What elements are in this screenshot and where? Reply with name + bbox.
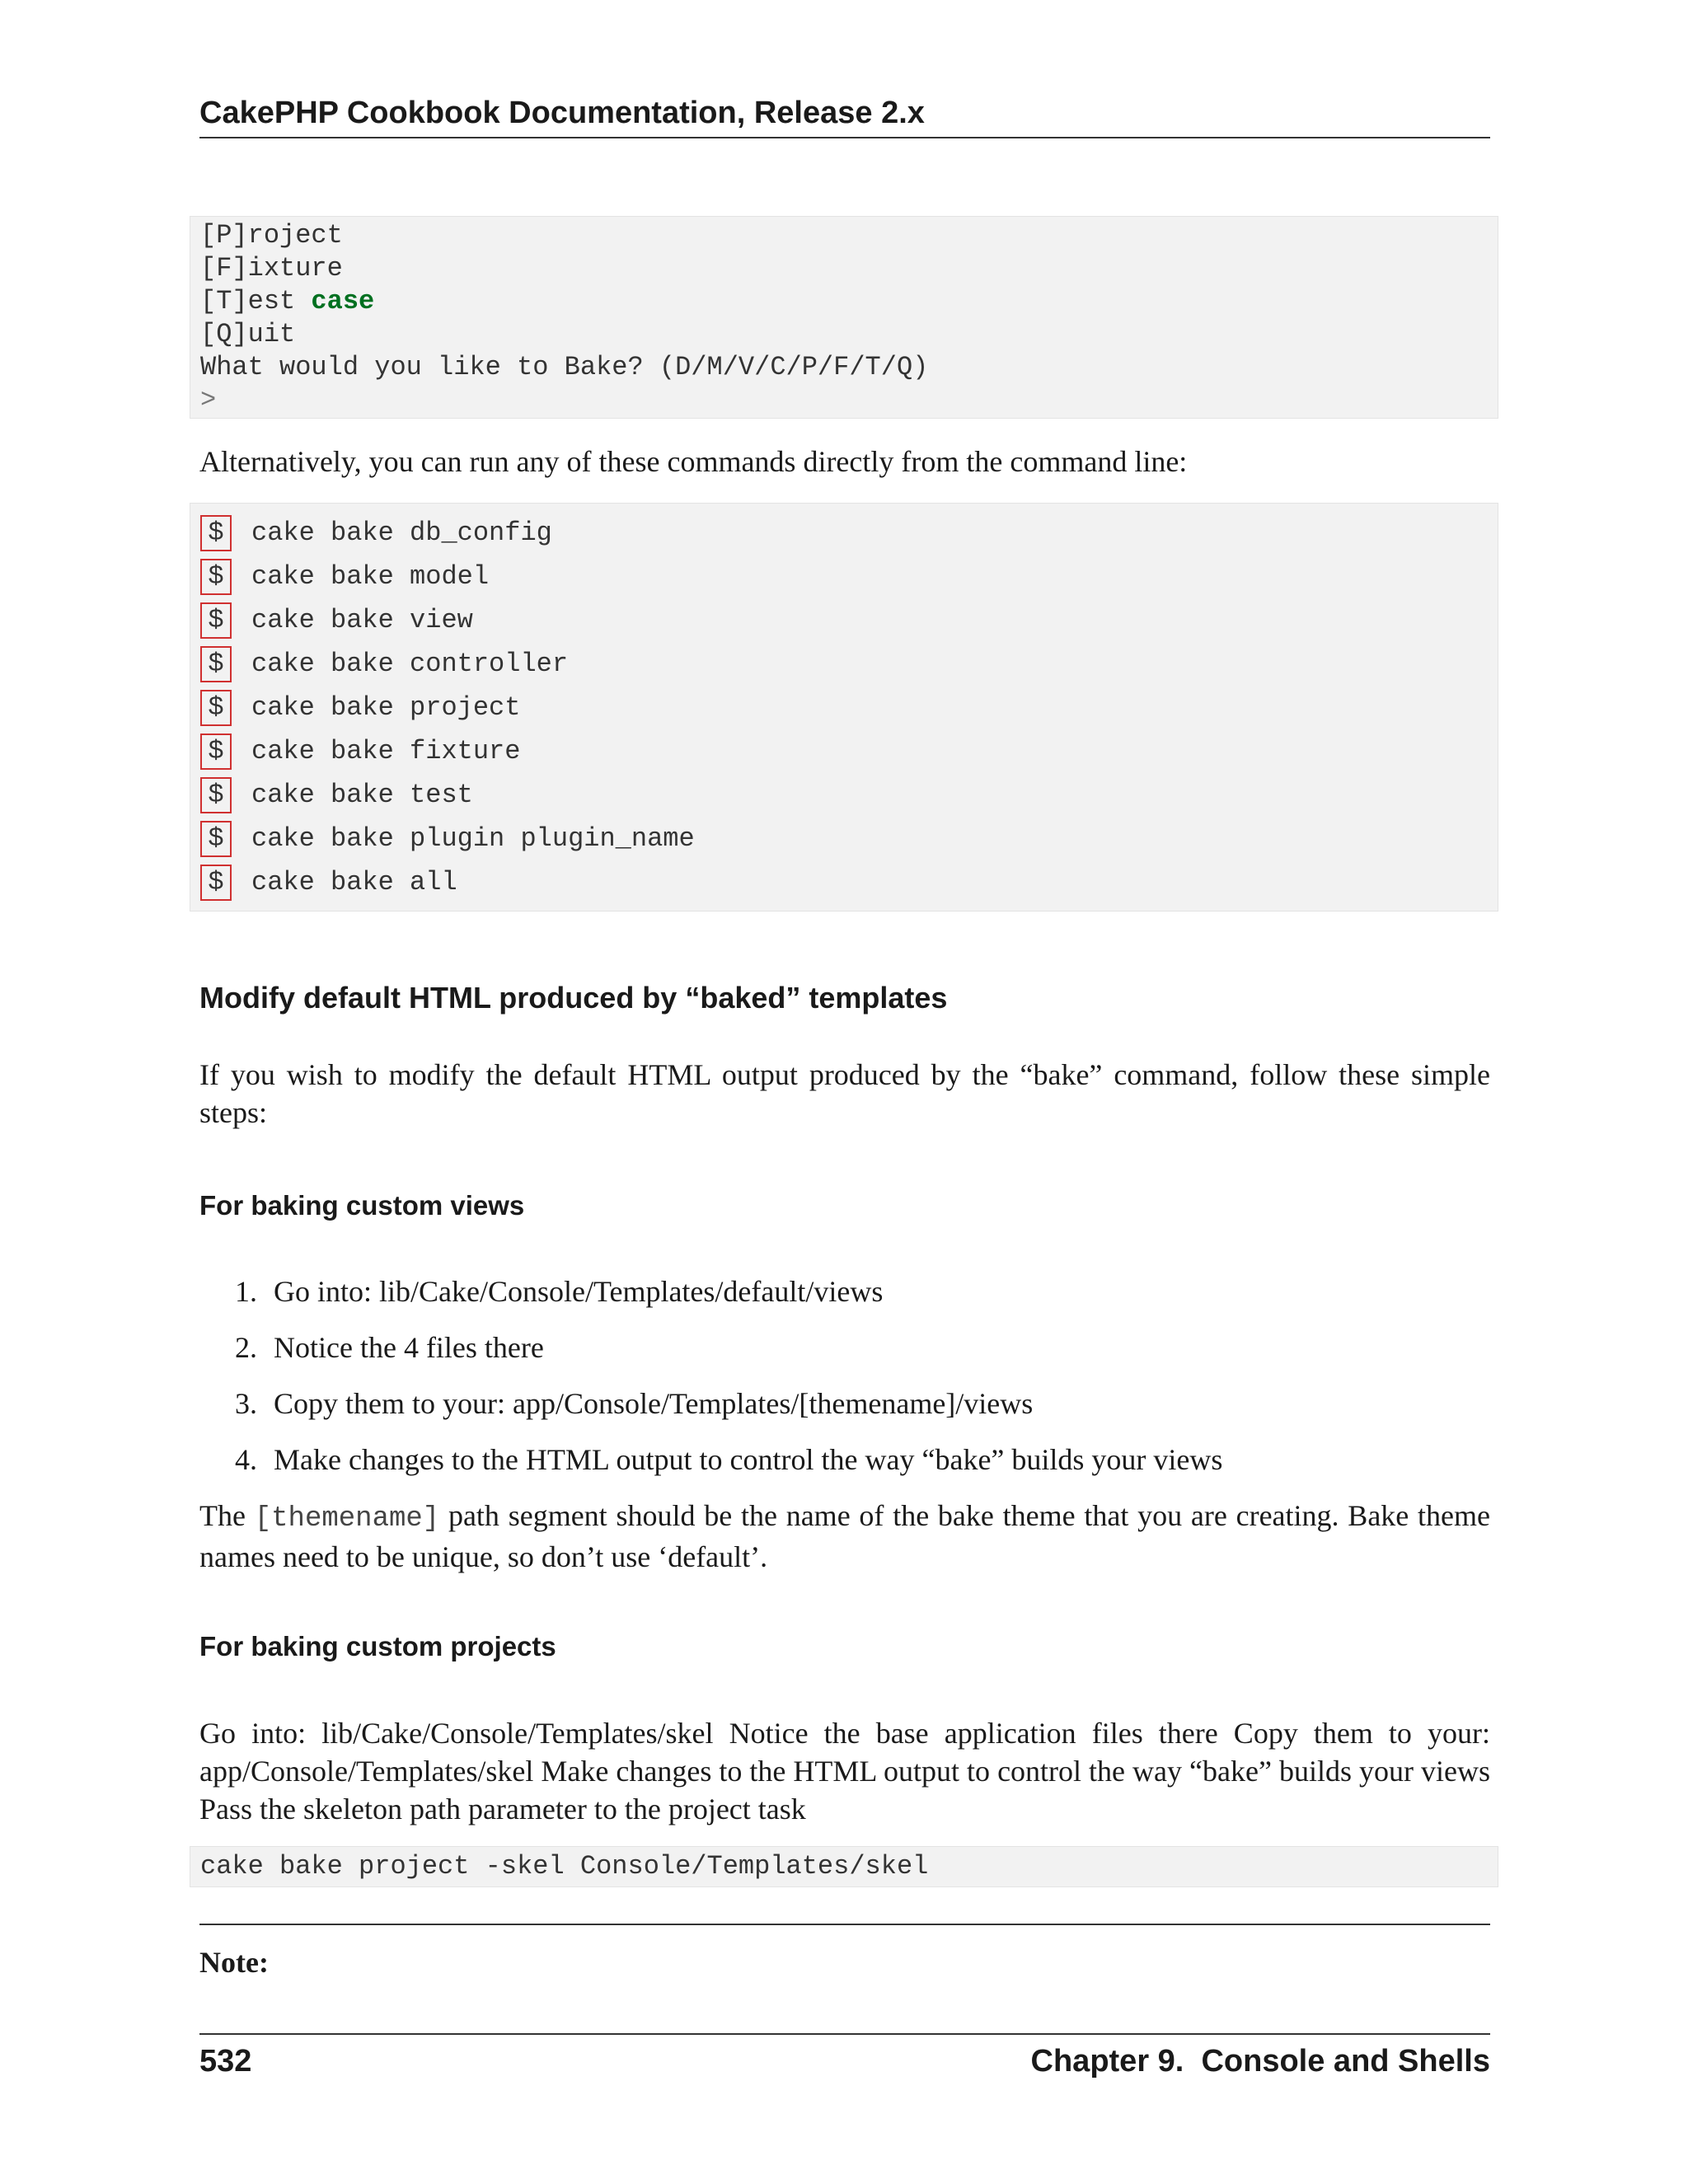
paragraph-modify-intro: If you wish to modify the default HTML output produced by the “bake” command, follow these simple steps: bbox=[199, 1058, 1490, 1129]
code-keyword: case bbox=[311, 286, 375, 316]
text-run: The bbox=[199, 1499, 255, 1532]
section-heading-modify-html: Modify default HTML produced by “baked” templates bbox=[199, 981, 948, 1015]
paragraph-themename bbox=[199, 1497, 1490, 1576]
code-line: [P]roject bbox=[200, 220, 343, 251]
list-number: 2. bbox=[235, 1331, 257, 1364]
list-number: 4. bbox=[235, 1443, 257, 1476]
subsection-heading-custom-views: For baking custom views bbox=[199, 1190, 525, 1221]
prompt-symbol: $ bbox=[200, 690, 232, 726]
command-text: cake bake all bbox=[251, 866, 457, 898]
command-text: cake bake controller bbox=[251, 648, 569, 679]
prompt-symbol: $ bbox=[200, 515, 232, 551]
command-row bbox=[200, 729, 1488, 773]
list-text: Notice the 4 files there bbox=[274, 1331, 544, 1364]
prompt-symbol: $ bbox=[200, 646, 232, 682]
command-line-code-block bbox=[190, 503, 1498, 912]
list-number: 1. bbox=[235, 1275, 257, 1308]
prompt-symbol: $ bbox=[200, 821, 232, 857]
code-text: [T]est bbox=[200, 286, 312, 316]
command-row bbox=[200, 860, 1488, 904]
command-row bbox=[200, 773, 1488, 817]
running-header: CakePHP Cookbook Documentation, Release 2.x bbox=[199, 92, 1490, 138]
list-text: Make changes to the HTML output to control the way “bake” builds your views bbox=[274, 1443, 1223, 1476]
note-label: Note: bbox=[199, 1946, 269, 1979]
chapter-footer: Chapter 9. Console and Shells bbox=[1030, 2044, 1490, 2079]
prompt-symbol: $ bbox=[200, 602, 232, 639]
code-line: > bbox=[200, 385, 217, 415]
command-row bbox=[200, 555, 1488, 598]
command-row bbox=[200, 686, 1488, 729]
command-text: cake bake test bbox=[251, 779, 473, 810]
command-text: cake bake project bbox=[251, 691, 521, 723]
footer-rule bbox=[199, 2033, 1490, 2035]
command-text: cake bake db_config bbox=[251, 517, 552, 548]
inline-code-themename: [themename] bbox=[254, 1503, 440, 1535]
note-top-rule bbox=[199, 1924, 1490, 1925]
paragraph-custom-projects: Go into: lib/Cake/Console/Templates/skel Notice the base application files there Copy them to your: app/Console/Templates/skel Make changes to the HTML output to control the way “bake” builds your views Pass the skeleton path parameter to the project task bbox=[199, 1717, 1490, 1825]
subsection-heading-custom-projects: For baking custom projects bbox=[199, 1631, 556, 1661]
text-run: path segment should be the name of the bake theme that you are creating. Bake theme names need to be unique, so don’t use ‘default’. bbox=[199, 1499, 1491, 1573]
list-text: Go into: lib/Cake/Console/Templates/default/views bbox=[274, 1275, 884, 1308]
command-text: cake bake plugin plugin_name bbox=[251, 823, 695, 854]
code-line: [F]ixture bbox=[200, 253, 343, 284]
page-number: 532 bbox=[199, 2044, 252, 2079]
command-text: cake bake model bbox=[251, 560, 490, 592]
skel-command-code-block bbox=[190, 1846, 1498, 1887]
code-line: [Q]uit bbox=[200, 319, 296, 349]
list-number: 3. bbox=[235, 1387, 257, 1420]
code-line: cake bake project -skel Console/Templates/skel bbox=[200, 1851, 929, 1882]
list-item bbox=[199, 1441, 1490, 1497]
list-item bbox=[199, 1272, 1490, 1329]
command-row bbox=[200, 642, 1488, 686]
code-line bbox=[200, 285, 1488, 318]
command-row bbox=[200, 817, 1488, 860]
prompt-symbol: $ bbox=[200, 865, 232, 901]
list-item bbox=[199, 1329, 1490, 1385]
prompt-symbol: $ bbox=[200, 777, 232, 813]
list-text: Copy them to your: app/Console/Templates/[themename]/views bbox=[274, 1387, 1034, 1420]
code-line: What would you like to Bake? (D/M/V/C/P/F/T/Q) bbox=[200, 352, 929, 382]
bake-menu-code-block bbox=[190, 216, 1498, 419]
command-text: cake bake view bbox=[251, 604, 473, 635]
command-row bbox=[200, 511, 1488, 555]
command-row bbox=[200, 598, 1488, 642]
prompt-symbol: $ bbox=[200, 733, 232, 770]
prompt-symbol: $ bbox=[200, 559, 232, 595]
custom-views-steps-list bbox=[199, 1272, 1490, 1497]
command-text: cake bake fixture bbox=[251, 735, 521, 766]
list-item bbox=[199, 1385, 1490, 1441]
paragraph-alternatively: Alternatively, you can run any of these commands directly from the command line: bbox=[199, 445, 1188, 478]
